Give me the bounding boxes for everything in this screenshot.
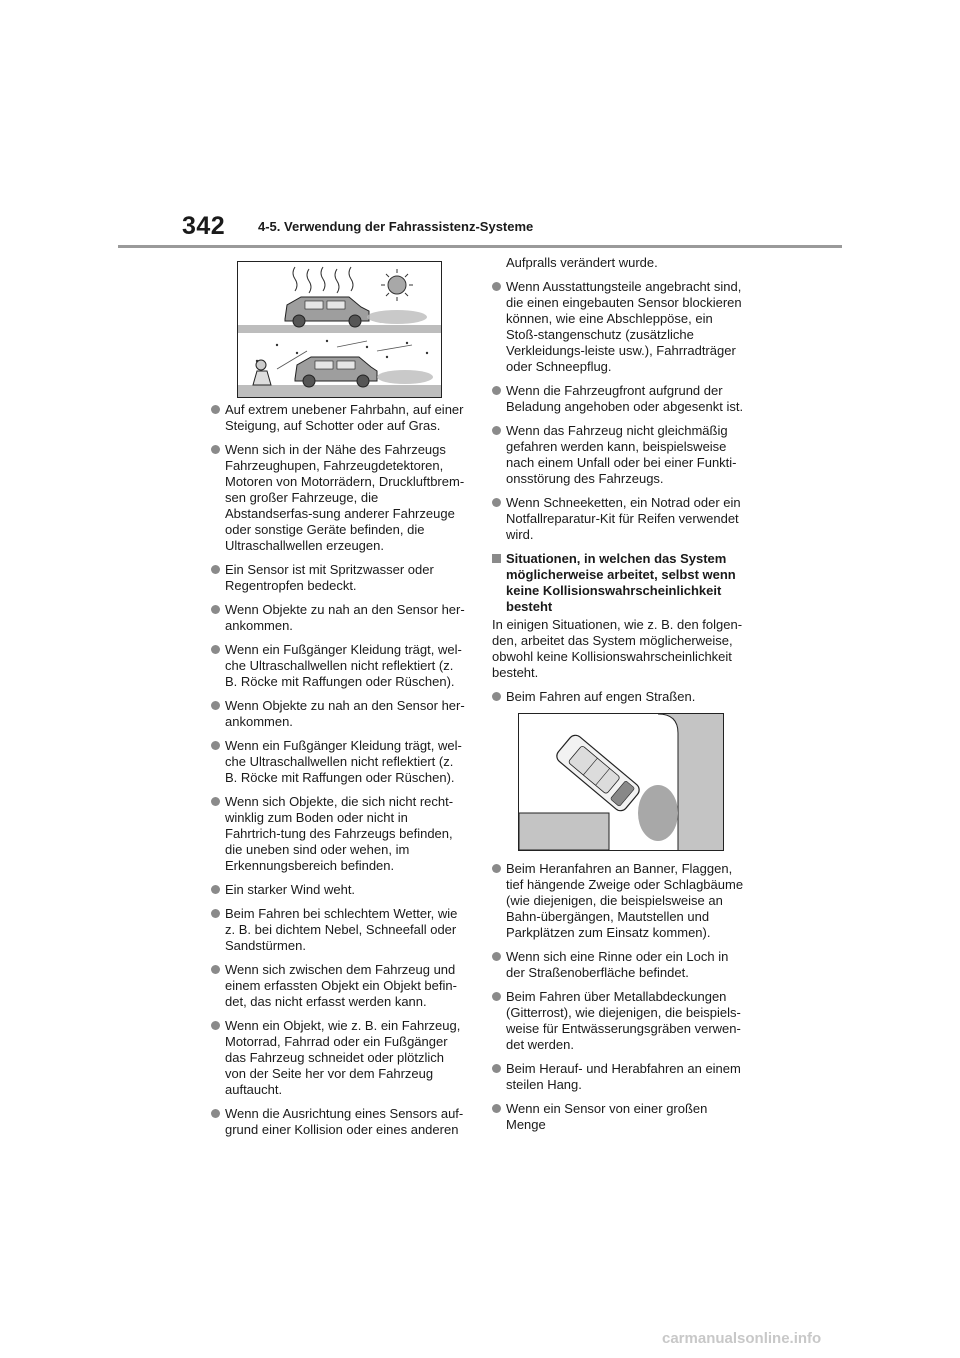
list-item: Wenn ein Objekt, wie z. B. ein Fahrzeug, Motorrad, Fahrrad oder ein Fußgänger das Fahrzeug schneidet oder plötzlich von der Seite her vor dem Fahrzeug auftaucht. <box>211 1018 465 1098</box>
section-title: 4-5. Verwendung der Fahrassistenz-Systeme <box>258 219 534 234</box>
bullet-icon <box>211 741 220 750</box>
list-item: Wenn sich Objekte, die sich nicht recht-winklig zum Boden oder nicht in Fahrtrich-tung des Fahrzeugs befinden, die uneben sind oder wehen, im Erkennungsbereich befinden. <box>211 794 465 874</box>
list-item: Auf extrem unebener Fahrbahn, auf einer Steigung, auf Schotter oder auf Gras. <box>211 402 465 434</box>
bullet-icon <box>211 701 220 710</box>
list-item: Beim Herauf- und Herabfahren an einem steilen Hang. <box>492 1061 746 1093</box>
bullet-icon <box>211 445 220 454</box>
list-item: Beim Fahren über Metallabdeckungen (Gitterrost), wie diejenigen, die beispiels-weise für Entwässerungsgräben verwen-det werden. <box>492 989 746 1053</box>
bullet-icon <box>492 992 501 1001</box>
bullet-icon <box>492 282 501 291</box>
bullet-icon <box>211 405 220 414</box>
bullet-icon <box>211 1021 220 1030</box>
bullet-icon <box>492 426 501 435</box>
bullet-icon <box>492 1104 501 1113</box>
list-item: Beim Fahren auf engen Straßen. <box>492 689 746 705</box>
bullet-icon <box>492 386 501 395</box>
list-item: Wenn Objekte zu nah an den Sensor her-ankommen. <box>211 602 465 634</box>
bullet-icon <box>211 885 220 894</box>
bullet-icon <box>492 498 501 507</box>
weather-illustration <box>237 261 442 398</box>
list-item: Wenn Objekte zu nah an den Sensor her-ankommen. <box>211 698 465 730</box>
page-number: 342 <box>182 212 226 240</box>
list-item: Wenn sich in der Nähe des Fahrzeugs Fahrzeughupen, Fahrzeugdetektoren, Motoren von Motorrädern, Druckluftbrem-sen großer Fahrzeuge, die Abstandserfas-sung anderer Fahrzeuge oder sonstige Geräte befinden, die Ultraschallwellen erzeugen. <box>211 442 465 554</box>
list-item: Wenn Schneeketten, ein Notrad oder ein Notfallreparatur-Kit für Reifen verwendet wird. <box>492 495 746 543</box>
list-item: Wenn sich zwischen dem Fahrzeug und einem erfassten Objekt ein Objekt befin-det, das nicht erfasst werden kann. <box>211 962 465 1010</box>
continued-text: Aufpralls verändert wurde. <box>506 255 658 270</box>
right-column <box>492 255 746 1141</box>
page-header <box>0 0 960 250</box>
watermark: carmanualsonline.info <box>662 1330 822 1347</box>
header-divider <box>118 245 842 248</box>
narrow-road-illustration <box>518 713 746 851</box>
list-item: Wenn die Fahrzeugfront aufgrund der Beladung angehoben oder abgesenkt ist. <box>492 383 746 415</box>
bullet-icon <box>211 797 220 806</box>
list-item: Wenn ein Fußgänger Kleidung trägt, wel-che Ultraschallwellen nicht reflektiert (z. B. Röcke mit Raffungen oder Rüschen). <box>211 642 465 690</box>
list-item: Beim Heranfahren an Banner, Flaggen, tief hängende Zweige oder Schlagbäume (wie diejenigen, die beispielsweise an Bahn-übergängen, Mautstellen und Parkplätzen zum Einsatz kommen). <box>492 861 746 941</box>
list-item: Ein starker Wind weht. <box>211 882 465 898</box>
list-item: Beim Fahren bei schlechtem Wetter, wie z. B. bei dichtem Nebel, Schneefall oder Sandstürmen. <box>211 906 465 954</box>
bullet-icon <box>211 965 220 974</box>
list-item: Wenn ein Fußgänger Kleidung trägt, wel-che Ultraschallwellen nicht reflektiert (z. B. Röcke mit Raffungen oder Rüschen). <box>211 738 465 786</box>
bullet-icon <box>492 1064 501 1073</box>
list-item: Wenn das Fahrzeug nicht gleichmäßig gefahren werden kann, beispielsweise nach einem Unfall oder bei einer Funkti-onsstörung des Fahrzeugs. <box>492 423 746 487</box>
bullet-icon <box>211 1109 220 1118</box>
left-column <box>211 402 465 1146</box>
bullet-icon <box>211 605 220 614</box>
bullet-icon <box>492 952 501 961</box>
list-item: Ein Sensor ist mit Spritzwasser oder Regentropfen bedeckt. <box>211 562 465 594</box>
intro-paragraph: In einigen Situationen, wie z. B. den folgen-den, arbeitet das System möglicherweise, obwohl keine Kollisionswahrscheinlichkeit besteht. <box>492 617 743 680</box>
bullet-icon <box>211 909 220 918</box>
list-item: Wenn ein Sensor von einer großen Menge <box>492 1101 746 1133</box>
bullet-icon <box>492 692 501 701</box>
square-bullet-icon <box>492 554 501 563</box>
list-item: Wenn sich eine Rinne oder ein Loch in der Straßenoberfläche befindet. <box>492 949 746 981</box>
bullet-icon <box>492 864 501 873</box>
bullet-icon <box>211 565 220 574</box>
list-item: Wenn die Ausrichtung eines Sensors auf-grund einer Kollision oder eines anderen <box>211 1106 465 1138</box>
list-item: Wenn Ausstattungsteile angebracht sind, die einen eingebauten Sensor blockieren können, wie eine Abschleppöse, ein Stoß-stangenschutz (zusätzliche Verkleidungs-leiste usw.), Fahrradträger oder Schneepflug. <box>492 279 746 375</box>
bullet-icon <box>211 645 220 654</box>
subsection-heading: Situationen, in welchen das System möglicherweise arbeitet, selbst wenn keine Kollisionswahrscheinlichkeit besteht <box>492 551 746 615</box>
